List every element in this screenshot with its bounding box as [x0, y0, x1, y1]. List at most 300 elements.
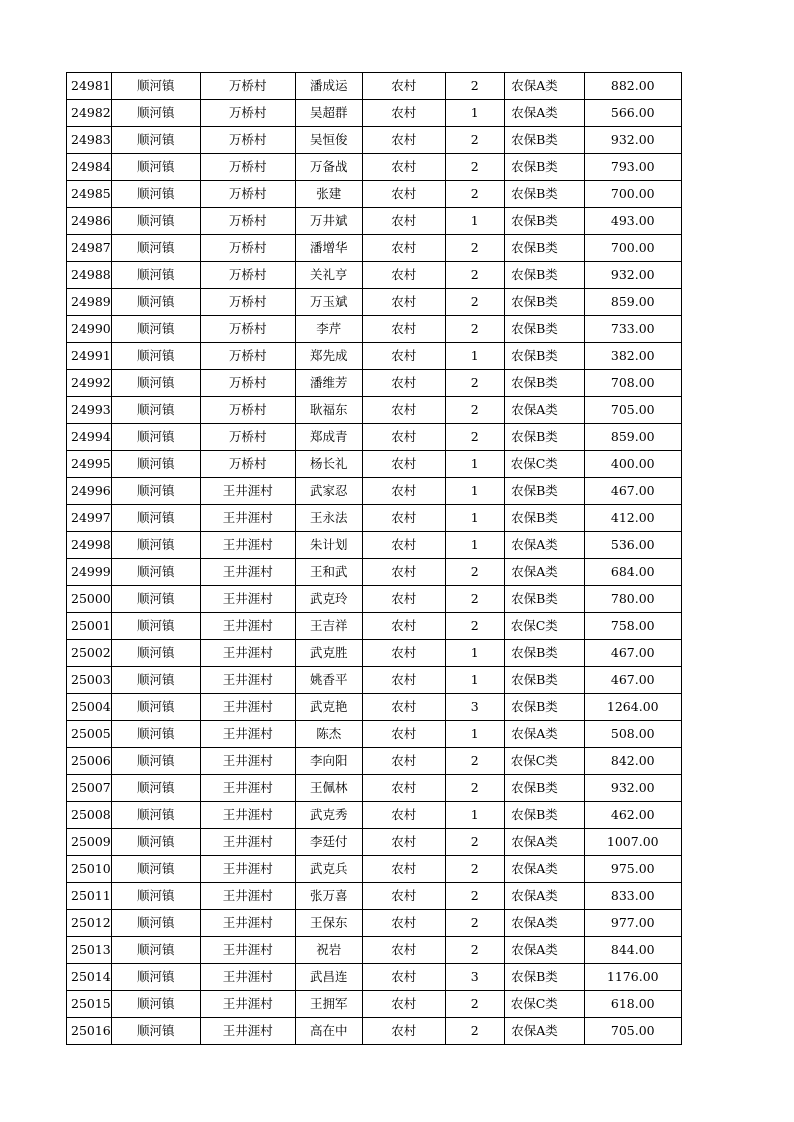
- record-id-cell: 25014: [67, 964, 112, 991]
- insurance-class-cell: 农保C类: [504, 991, 584, 1018]
- table-row: [67, 586, 682, 613]
- town-cell: 顺河镇: [111, 532, 200, 559]
- person-count-cell: 2: [445, 154, 504, 181]
- name-cell: 武克秀: [295, 802, 362, 829]
- table-row: [67, 316, 682, 343]
- person-count-cell: 2: [445, 937, 504, 964]
- amount-cell: 932.00: [584, 262, 681, 289]
- record-id-cell: 24998: [67, 532, 112, 559]
- insurance-class-cell: 农保A类: [504, 532, 584, 559]
- insurance-class-cell: 农保B类: [504, 316, 584, 343]
- name-cell: 李向阳: [295, 748, 362, 775]
- town-cell: 顺河镇: [111, 154, 200, 181]
- amount-cell: 793.00: [584, 154, 681, 181]
- village-cell: 万桥村: [200, 208, 295, 235]
- household-type-cell: 农村: [362, 1018, 445, 1045]
- person-count-cell: 1: [445, 478, 504, 505]
- town-cell: 顺河镇: [111, 73, 200, 100]
- amount-cell: 462.00: [584, 802, 681, 829]
- town-cell: 顺河镇: [111, 235, 200, 262]
- person-count-cell: 1: [445, 451, 504, 478]
- record-id-cell: 25008: [67, 802, 112, 829]
- record-id-cell: 24997: [67, 505, 112, 532]
- insurance-class-cell: 农保B类: [504, 370, 584, 397]
- person-count-cell: 2: [445, 316, 504, 343]
- household-type-cell: 农村: [362, 856, 445, 883]
- table-body: [67, 73, 682, 1045]
- amount-cell: 467.00: [584, 667, 681, 694]
- village-cell: 王井涯村: [200, 721, 295, 748]
- insurance-class-cell: 农保A类: [504, 73, 584, 100]
- person-count-cell: 2: [445, 424, 504, 451]
- insurance-class-cell: 农保A类: [504, 883, 584, 910]
- household-type-cell: 农村: [362, 316, 445, 343]
- insurance-class-cell: 农保B类: [504, 424, 584, 451]
- person-count-cell: 1: [445, 505, 504, 532]
- table-row: [67, 505, 682, 532]
- person-count-cell: 1: [445, 100, 504, 127]
- village-cell: 王井涯村: [200, 856, 295, 883]
- town-cell: 顺河镇: [111, 910, 200, 937]
- town-cell: 顺河镇: [111, 424, 200, 451]
- record-id-cell: 25005: [67, 721, 112, 748]
- town-cell: 顺河镇: [111, 478, 200, 505]
- record-id-cell: 25010: [67, 856, 112, 883]
- table-row: [67, 775, 682, 802]
- name-cell: 武家忍: [295, 478, 362, 505]
- person-count-cell: 2: [445, 748, 504, 775]
- record-id-cell: 25015: [67, 991, 112, 1018]
- insurance-class-cell: 农保B类: [504, 289, 584, 316]
- table-row: [67, 181, 682, 208]
- village-cell: 王井涯村: [200, 667, 295, 694]
- household-type-cell: 农村: [362, 586, 445, 613]
- insurance-class-cell: 农保A类: [504, 829, 584, 856]
- village-cell: 王井涯村: [200, 1018, 295, 1045]
- person-count-cell: 2: [445, 235, 504, 262]
- town-cell: 顺河镇: [111, 370, 200, 397]
- village-cell: 王井涯村: [200, 532, 295, 559]
- table-row: [67, 1018, 682, 1045]
- town-cell: 顺河镇: [111, 802, 200, 829]
- town-cell: 顺河镇: [111, 100, 200, 127]
- household-type-cell: 农村: [362, 127, 445, 154]
- name-cell: 武克兵: [295, 856, 362, 883]
- household-type-cell: 农村: [362, 640, 445, 667]
- table-row: [67, 991, 682, 1018]
- table-row: [67, 397, 682, 424]
- village-cell: 万桥村: [200, 181, 295, 208]
- town-cell: 顺河镇: [111, 397, 200, 424]
- amount-cell: 508.00: [584, 721, 681, 748]
- household-type-cell: 农村: [362, 883, 445, 910]
- town-cell: 顺河镇: [111, 343, 200, 370]
- household-type-cell: 农村: [362, 694, 445, 721]
- village-cell: 王井涯村: [200, 505, 295, 532]
- town-cell: 顺河镇: [111, 208, 200, 235]
- person-count-cell: 2: [445, 991, 504, 1018]
- insurance-class-cell: 农保B类: [504, 694, 584, 721]
- town-cell: 顺河镇: [111, 937, 200, 964]
- record-id-cell: 25001: [67, 613, 112, 640]
- person-count-cell: 3: [445, 694, 504, 721]
- insurance-class-cell: 农保B类: [504, 640, 584, 667]
- name-cell: 王佩林: [295, 775, 362, 802]
- table-row: [67, 235, 682, 262]
- town-cell: 顺河镇: [111, 127, 200, 154]
- table-row: [67, 721, 682, 748]
- insurance-class-cell: 农保B类: [504, 478, 584, 505]
- person-count-cell: 2: [445, 127, 504, 154]
- village-cell: 王井涯村: [200, 802, 295, 829]
- amount-cell: 467.00: [584, 478, 681, 505]
- name-cell: 吴超群: [295, 100, 362, 127]
- amount-cell: 382.00: [584, 343, 681, 370]
- insurance-class-cell: 农保A类: [504, 1018, 584, 1045]
- insurance-class-cell: 农保A类: [504, 559, 584, 586]
- village-cell: 王井涯村: [200, 964, 295, 991]
- table-row: [67, 559, 682, 586]
- town-cell: 顺河镇: [111, 316, 200, 343]
- table-row: [67, 613, 682, 640]
- household-type-cell: 农村: [362, 100, 445, 127]
- insurance-class-cell: 农保A类: [504, 856, 584, 883]
- insurance-class-cell: 农保B类: [504, 154, 584, 181]
- name-cell: 武克玲: [295, 586, 362, 613]
- village-cell: 王井涯村: [200, 883, 295, 910]
- name-cell: 王和武: [295, 559, 362, 586]
- household-type-cell: 农村: [362, 991, 445, 1018]
- table-row: [67, 964, 682, 991]
- village-cell: 万桥村: [200, 451, 295, 478]
- town-cell: 顺河镇: [111, 694, 200, 721]
- town-cell: 顺河镇: [111, 451, 200, 478]
- person-count-cell: 1: [445, 343, 504, 370]
- table-row: [67, 424, 682, 451]
- record-id-cell: 25002: [67, 640, 112, 667]
- person-count-cell: 2: [445, 1018, 504, 1045]
- village-cell: 万桥村: [200, 397, 295, 424]
- household-type-cell: 农村: [362, 424, 445, 451]
- amount-cell: 859.00: [584, 424, 681, 451]
- table-row: [67, 451, 682, 478]
- name-cell: 王保东: [295, 910, 362, 937]
- household-type-cell: 农村: [362, 505, 445, 532]
- name-cell: 万井斌: [295, 208, 362, 235]
- table-row: [67, 829, 682, 856]
- household-type-cell: 农村: [362, 181, 445, 208]
- town-cell: 顺河镇: [111, 505, 200, 532]
- person-count-cell: 2: [445, 613, 504, 640]
- household-type-cell: 农村: [362, 478, 445, 505]
- record-id-cell: 25006: [67, 748, 112, 775]
- person-count-cell: 2: [445, 397, 504, 424]
- village-cell: 王井涯村: [200, 640, 295, 667]
- table-row: [67, 802, 682, 829]
- town-cell: 顺河镇: [111, 721, 200, 748]
- amount-cell: 705.00: [584, 1018, 681, 1045]
- village-cell: 万桥村: [200, 289, 295, 316]
- town-cell: 顺河镇: [111, 991, 200, 1018]
- person-count-cell: 2: [445, 586, 504, 613]
- table-row: [67, 937, 682, 964]
- household-type-cell: 农村: [362, 667, 445, 694]
- table-row: [67, 532, 682, 559]
- household-type-cell: 农村: [362, 829, 445, 856]
- insurance-class-cell: 农保B类: [504, 235, 584, 262]
- table-row: [67, 127, 682, 154]
- name-cell: 潘维芳: [295, 370, 362, 397]
- person-count-cell: 2: [445, 181, 504, 208]
- insurance-class-cell: 农保C类: [504, 451, 584, 478]
- town-cell: 顺河镇: [111, 289, 200, 316]
- village-cell: 万桥村: [200, 100, 295, 127]
- person-count-cell: 2: [445, 910, 504, 937]
- name-cell: 潘增华: [295, 235, 362, 262]
- name-cell: 高在中: [295, 1018, 362, 1045]
- household-type-cell: 农村: [362, 532, 445, 559]
- insurance-class-cell: 农保C类: [504, 613, 584, 640]
- household-type-cell: 农村: [362, 289, 445, 316]
- table-row: [67, 289, 682, 316]
- record-id-cell: 25007: [67, 775, 112, 802]
- town-cell: 顺河镇: [111, 181, 200, 208]
- insurance-class-cell: 农保B类: [504, 667, 584, 694]
- town-cell: 顺河镇: [111, 883, 200, 910]
- village-cell: 万桥村: [200, 154, 295, 181]
- person-count-cell: 2: [445, 775, 504, 802]
- household-type-cell: 农村: [362, 559, 445, 586]
- village-cell: 王井涯村: [200, 748, 295, 775]
- village-cell: 王井涯村: [200, 775, 295, 802]
- household-type-cell: 农村: [362, 910, 445, 937]
- town-cell: 顺河镇: [111, 640, 200, 667]
- record-id-cell: 24982: [67, 100, 112, 127]
- record-id-cell: 25012: [67, 910, 112, 937]
- name-cell: 祝岩: [295, 937, 362, 964]
- amount-cell: 467.00: [584, 640, 681, 667]
- name-cell: 潘成运: [295, 73, 362, 100]
- record-id-cell: 24985: [67, 181, 112, 208]
- village-cell: 王井涯村: [200, 478, 295, 505]
- name-cell: 万玉斌: [295, 289, 362, 316]
- village-cell: 万桥村: [200, 370, 295, 397]
- household-type-cell: 农村: [362, 154, 445, 181]
- person-count-cell: 2: [445, 289, 504, 316]
- village-cell: 王井涯村: [200, 910, 295, 937]
- record-id-cell: 24989: [67, 289, 112, 316]
- record-id-cell: 25013: [67, 937, 112, 964]
- amount-cell: 700.00: [584, 181, 681, 208]
- town-cell: 顺河镇: [111, 829, 200, 856]
- name-cell: 朱计划: [295, 532, 362, 559]
- person-count-cell: 1: [445, 208, 504, 235]
- person-count-cell: 3: [445, 964, 504, 991]
- insurance-class-cell: 农保A类: [504, 397, 584, 424]
- name-cell: 武昌连: [295, 964, 362, 991]
- town-cell: 顺河镇: [111, 775, 200, 802]
- town-cell: 顺河镇: [111, 559, 200, 586]
- name-cell: 王拥军: [295, 991, 362, 1018]
- table-row: [67, 640, 682, 667]
- person-count-cell: 2: [445, 370, 504, 397]
- name-cell: 武克艳: [295, 694, 362, 721]
- town-cell: 顺河镇: [111, 262, 200, 289]
- record-id-cell: 24996: [67, 478, 112, 505]
- name-cell: 郑成青: [295, 424, 362, 451]
- person-count-cell: 1: [445, 802, 504, 829]
- name-cell: 郑先成: [295, 343, 362, 370]
- village-cell: 王井涯村: [200, 586, 295, 613]
- table-row: [67, 667, 682, 694]
- name-cell: 王吉祥: [295, 613, 362, 640]
- amount-cell: 493.00: [584, 208, 681, 235]
- household-type-cell: 农村: [362, 451, 445, 478]
- person-count-cell: 2: [445, 73, 504, 100]
- town-cell: 顺河镇: [111, 964, 200, 991]
- insurance-class-cell: 农保B类: [504, 208, 584, 235]
- name-cell: 李廷付: [295, 829, 362, 856]
- town-cell: 顺河镇: [111, 667, 200, 694]
- record-id-cell: 24987: [67, 235, 112, 262]
- amount-cell: 618.00: [584, 991, 681, 1018]
- household-type-cell: 农村: [362, 775, 445, 802]
- table-row: [67, 343, 682, 370]
- record-id-cell: 25003: [67, 667, 112, 694]
- household-type-cell: 农村: [362, 235, 445, 262]
- record-id-cell: 24990: [67, 316, 112, 343]
- insurance-class-cell: 农保A类: [504, 937, 584, 964]
- amount-cell: 412.00: [584, 505, 681, 532]
- insurance-class-cell: 农保B类: [504, 127, 584, 154]
- insurance-class-cell: 农保A类: [504, 721, 584, 748]
- name-cell: 杨长礼: [295, 451, 362, 478]
- village-cell: 王井涯村: [200, 694, 295, 721]
- village-cell: 王井涯村: [200, 991, 295, 1018]
- village-cell: 万桥村: [200, 235, 295, 262]
- amount-cell: 684.00: [584, 559, 681, 586]
- amount-cell: 566.00: [584, 100, 681, 127]
- record-id-cell: 24999: [67, 559, 112, 586]
- household-type-cell: 农村: [362, 208, 445, 235]
- town-cell: 顺河镇: [111, 1018, 200, 1045]
- person-count-cell: 2: [445, 856, 504, 883]
- person-count-cell: 2: [445, 262, 504, 289]
- record-id-cell: 24988: [67, 262, 112, 289]
- record-id-cell: 24981: [67, 73, 112, 100]
- table-row: [67, 478, 682, 505]
- amount-cell: 705.00: [584, 397, 681, 424]
- household-type-cell: 农村: [362, 397, 445, 424]
- town-cell: 顺河镇: [111, 748, 200, 775]
- amount-cell: 708.00: [584, 370, 681, 397]
- name-cell: 关礼亨: [295, 262, 362, 289]
- amount-cell: 536.00: [584, 532, 681, 559]
- town-cell: 顺河镇: [111, 856, 200, 883]
- town-cell: 顺河镇: [111, 586, 200, 613]
- data-table: [66, 72, 682, 1045]
- table-row: [67, 73, 682, 100]
- amount-cell: 975.00: [584, 856, 681, 883]
- village-cell: 万桥村: [200, 343, 295, 370]
- amount-cell: 932.00: [584, 127, 681, 154]
- person-count-cell: 1: [445, 532, 504, 559]
- insurance-class-cell: 农保B类: [504, 505, 584, 532]
- household-type-cell: 农村: [362, 937, 445, 964]
- amount-cell: 400.00: [584, 451, 681, 478]
- amount-cell: 882.00: [584, 73, 681, 100]
- insurance-class-cell: 农保B类: [504, 181, 584, 208]
- amount-cell: 780.00: [584, 586, 681, 613]
- amount-cell: 842.00: [584, 748, 681, 775]
- amount-cell: 1007.00: [584, 829, 681, 856]
- household-type-cell: 农村: [362, 343, 445, 370]
- village-cell: 王井涯村: [200, 937, 295, 964]
- record-id-cell: 25004: [67, 694, 112, 721]
- amount-cell: 733.00: [584, 316, 681, 343]
- person-count-cell: 1: [445, 667, 504, 694]
- insurance-class-cell: 农保B类: [504, 343, 584, 370]
- insurance-class-cell: 农保A类: [504, 910, 584, 937]
- amount-cell: 844.00: [584, 937, 681, 964]
- table-row: [67, 883, 682, 910]
- table-row: [67, 370, 682, 397]
- table-row: [67, 856, 682, 883]
- village-cell: 万桥村: [200, 316, 295, 343]
- person-count-cell: 2: [445, 559, 504, 586]
- table-row: [67, 694, 682, 721]
- name-cell: 姚香平: [295, 667, 362, 694]
- town-cell: 顺河镇: [111, 613, 200, 640]
- table-row: [67, 100, 682, 127]
- table-row: [67, 910, 682, 937]
- amount-cell: 758.00: [584, 613, 681, 640]
- insurance-class-cell: 农保B类: [504, 775, 584, 802]
- record-id-cell: 24995: [67, 451, 112, 478]
- amount-cell: 977.00: [584, 910, 681, 937]
- record-id-cell: 24992: [67, 370, 112, 397]
- amount-cell: 700.00: [584, 235, 681, 262]
- record-id-cell: 24993: [67, 397, 112, 424]
- amount-cell: 932.00: [584, 775, 681, 802]
- village-cell: 王井涯村: [200, 559, 295, 586]
- record-id-cell: 24994: [67, 424, 112, 451]
- name-cell: 王永法: [295, 505, 362, 532]
- insurance-class-cell: 农保B类: [504, 262, 584, 289]
- household-type-cell: 农村: [362, 613, 445, 640]
- record-id-cell: 25011: [67, 883, 112, 910]
- table-row: [67, 154, 682, 181]
- village-cell: 万桥村: [200, 73, 295, 100]
- insurance-class-cell: 农保A类: [504, 100, 584, 127]
- amount-cell: 833.00: [584, 883, 681, 910]
- amount-cell: 1264.00: [584, 694, 681, 721]
- household-type-cell: 农村: [362, 721, 445, 748]
- record-id-cell: 24984: [67, 154, 112, 181]
- name-cell: 耿福东: [295, 397, 362, 424]
- record-id-cell: 25009: [67, 829, 112, 856]
- name-cell: 陈杰: [295, 721, 362, 748]
- amount-cell: 859.00: [584, 289, 681, 316]
- village-cell: 万桥村: [200, 424, 295, 451]
- insurance-class-cell: 农保C类: [504, 748, 584, 775]
- person-count-cell: 2: [445, 829, 504, 856]
- insurance-class-cell: 农保B类: [504, 586, 584, 613]
- person-count-cell: 1: [445, 721, 504, 748]
- name-cell: 张万喜: [295, 883, 362, 910]
- record-id-cell: 25016: [67, 1018, 112, 1045]
- household-type-cell: 农村: [362, 370, 445, 397]
